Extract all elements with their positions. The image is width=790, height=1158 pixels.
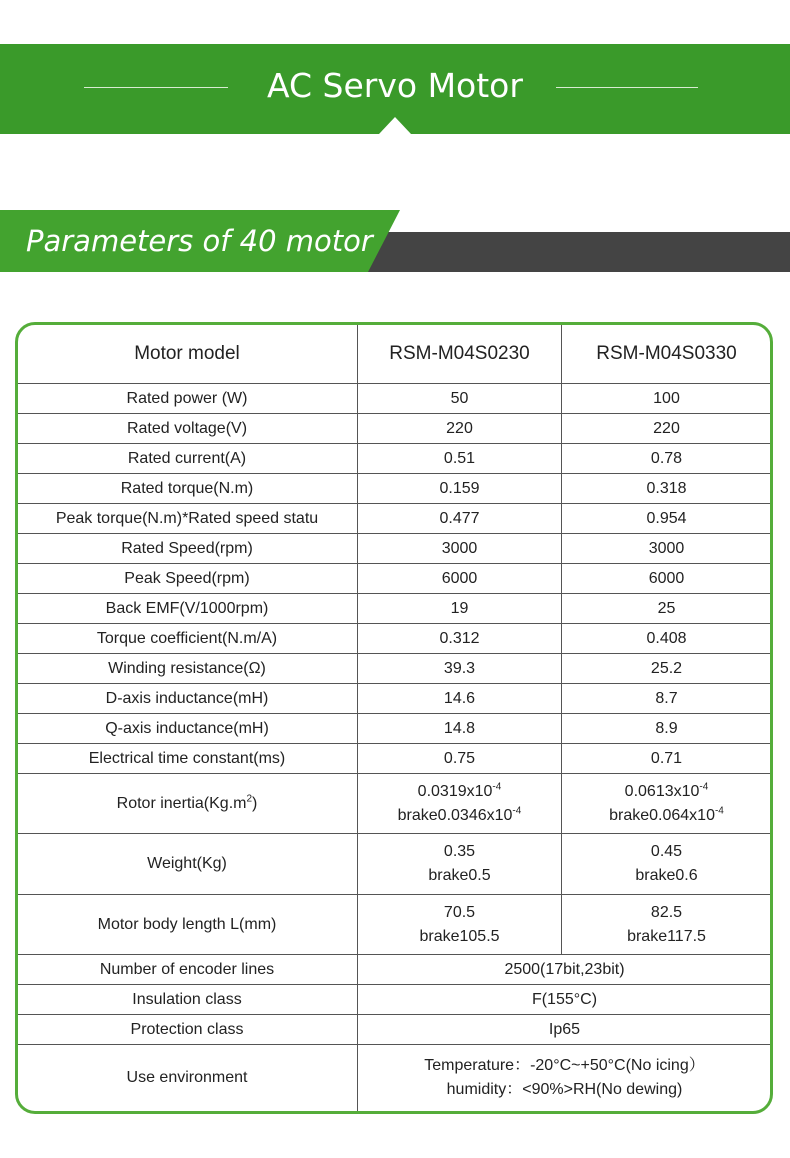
weight-a-line1: 0.35 — [443, 843, 476, 860]
row-value-b: 6000 — [561, 564, 771, 593]
row-value-a: 19 — [357, 594, 561, 623]
row-value-a: 14.6 — [357, 684, 561, 713]
inertia-label-tail: ) — [252, 794, 258, 812]
row-value-a: 6000 — [357, 564, 561, 593]
row-value-a: 3000 — [357, 534, 561, 563]
row-value-b — [561, 774, 771, 833]
table-row — [18, 564, 770, 594]
inertia-b-line1-sup: -4 — [699, 781, 709, 793]
row-value-a: 14.8 — [357, 714, 561, 743]
weight-a-line2: brake0.5 — [428, 867, 491, 884]
row-label: Weight(Kg) — [147, 855, 227, 872]
title-banner — [0, 44, 790, 134]
row-value-b — [561, 895, 771, 954]
row-value-b: 0.318 — [561, 474, 771, 503]
length-a-line2: brake105.5 — [419, 927, 500, 945]
environment-line2: humidity：<90%>RH(No dewing) — [446, 1081, 683, 1098]
table-row — [18, 684, 770, 714]
row-label: Use environment — [126, 1069, 248, 1086]
row-value-a: 0.51 — [357, 444, 561, 473]
length-a-line1: 70.5 — [443, 903, 476, 921]
row-value-b: 0.408 — [561, 624, 771, 653]
inertia-a-line2: brake0.0346x10 — [397, 806, 513, 824]
header-label: Motor model — [134, 343, 240, 364]
table-row-protection — [18, 1015, 770, 1045]
row-value-a — [357, 895, 561, 954]
row-label: Torque coefficient(N.m/A) — [96, 629, 278, 647]
row-label: Motor body length L(mm) — [97, 915, 277, 933]
section-title: Parameters of 40 motor — [26, 224, 373, 258]
inertia-label-sup: 2 — [246, 793, 253, 805]
inertia-b-line2-sup: -4 — [714, 805, 724, 817]
row-value-a: 39.3 — [357, 654, 561, 683]
weight-b-line1: 0.45 — [650, 843, 683, 860]
banner-title: AC Servo Motor — [267, 66, 523, 105]
row-value-merged — [357, 1045, 771, 1111]
inertia-a-line2-sup: -4 — [512, 805, 522, 817]
inertia-label: Rotor inertia(Kg.m — [116, 794, 247, 812]
table-row — [18, 504, 770, 534]
environment-line1: Temperature：-20°C~+50°C(No icing） — [424, 1057, 705, 1074]
row-label: Rated Speed(rpm) — [121, 539, 253, 557]
row-value-a — [357, 834, 561, 894]
table-row — [18, 654, 770, 684]
table-row — [18, 384, 770, 414]
weight-b-line2: brake0.6 — [635, 867, 698, 884]
inertia-b-line2: brake0.064x10 — [609, 806, 715, 824]
row-value-a: 0.159 — [357, 474, 561, 503]
length-b-line1: 82.5 — [650, 903, 683, 921]
row-value-merged: Ip65 — [357, 1015, 771, 1044]
row-value-a — [357, 774, 561, 833]
row-value-b: 0.78 — [561, 444, 771, 473]
table-row — [18, 534, 770, 564]
table-row — [18, 624, 770, 654]
inertia-a-line1-sup: -4 — [492, 781, 502, 793]
row-value-b — [561, 834, 771, 894]
section-header — [0, 210, 790, 272]
table-row-length — [18, 895, 770, 955]
row-value-b: 0.71 — [561, 744, 771, 773]
table-row — [18, 444, 770, 474]
table-row — [18, 414, 770, 444]
row-label: Electrical time constant(ms) — [88, 749, 286, 767]
table-row-environment — [18, 1045, 770, 1111]
row-label: Protection class — [130, 1020, 244, 1038]
table-row-insulation — [18, 985, 770, 1015]
length-b-line2: brake117.5 — [627, 927, 706, 945]
table-row — [18, 744, 770, 774]
header-model-b: RSM-M04S0330 — [561, 325, 771, 383]
row-value-a: 0.477 — [357, 504, 561, 533]
row-label: Q-axis inductance(mH) — [105, 719, 269, 737]
banner-notch — [379, 117, 411, 134]
row-value-b: 3000 — [561, 534, 771, 563]
row-value-merged: F(155°C) — [357, 985, 771, 1014]
spec-table — [15, 322, 773, 1114]
table-row — [18, 594, 770, 624]
banner-divider-right — [556, 87, 698, 88]
inertia-a-line1: 0.0319x10 — [417, 782, 493, 800]
inertia-b-line1: 0.0613x10 — [624, 782, 700, 800]
row-value-a: 220 — [357, 414, 561, 443]
row-value-a: 0.312 — [357, 624, 561, 653]
row-label: Rated voltage(V) — [126, 419, 248, 437]
row-value-b: 220 — [561, 414, 771, 443]
table-row-encoder — [18, 955, 770, 985]
row-label — [18, 774, 356, 833]
row-value-a: 50 — [357, 384, 561, 413]
row-label: Rated torque(N.m) — [120, 479, 254, 497]
row-label: Insulation class — [132, 990, 242, 1008]
row-value-b: 25.2 — [561, 654, 771, 683]
row-label: Number of encoder lines — [99, 960, 275, 978]
row-value-b: 25 — [561, 594, 771, 623]
table-header-row — [18, 325, 770, 384]
row-label: Peak Speed(rpm) — [124, 569, 250, 587]
row-value-a: 0.75 — [357, 744, 561, 773]
row-label: D-axis inductance(mH) — [105, 689, 269, 707]
header-model-a: RSM-M04S0230 — [357, 325, 561, 383]
table-row-inertia — [18, 774, 770, 834]
row-label: Winding resistance(Ω) — [108, 659, 266, 677]
row-value-b: 100 — [561, 384, 771, 413]
table-row — [18, 714, 770, 744]
row-value-b: 8.7 — [561, 684, 771, 713]
row-value-b: 0.954 — [561, 504, 771, 533]
section-header-bar — [360, 232, 790, 272]
row-label: Peak torque(N.m)*Rated speed statu — [55, 509, 319, 527]
row-value-b: 8.9 — [561, 714, 771, 743]
row-label: Rated power (W) — [126, 389, 248, 407]
table-row — [18, 474, 770, 504]
row-label: Rated current(A) — [127, 449, 247, 467]
table-row-weight — [18, 834, 770, 895]
row-value-merged: 2500(17bit,23bit) — [357, 955, 771, 984]
row-label: Back EMF(V/1000rpm) — [105, 599, 269, 617]
